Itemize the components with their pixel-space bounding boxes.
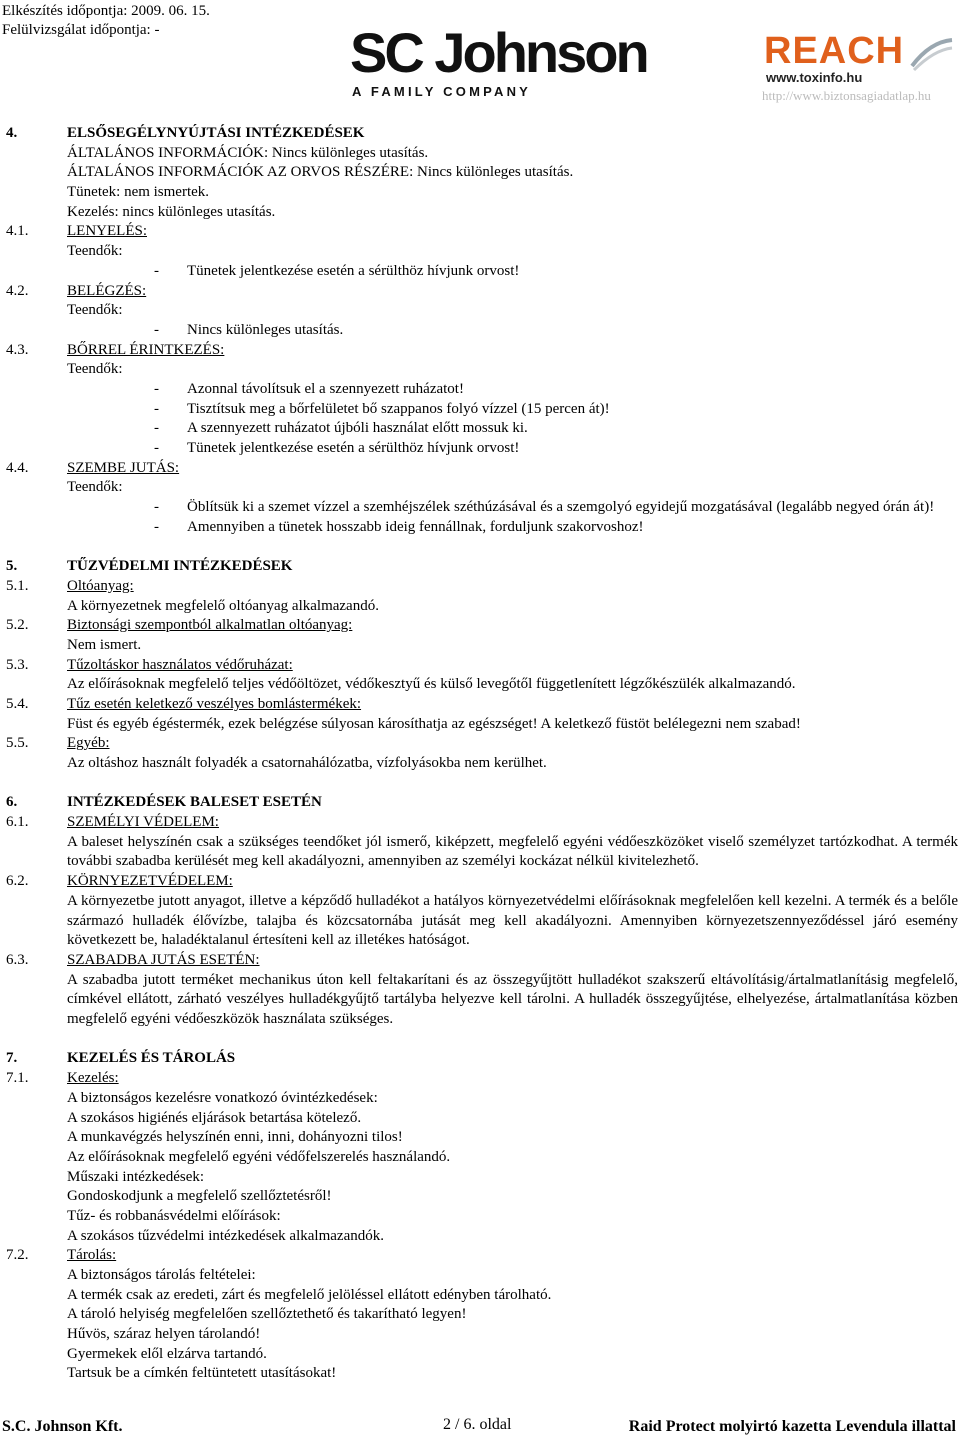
subsection-6-1-heading bbox=[0, 813, 960, 833]
subsection-number: 5.2. bbox=[6, 617, 29, 634]
text-line bbox=[0, 1345, 960, 1365]
text: A biztonságos kezelésre vonatkozó óvintézkedések: bbox=[67, 1089, 378, 1106]
subsection-number: 4.2. bbox=[6, 282, 29, 299]
bullet-item bbox=[0, 321, 960, 341]
text: A szokásos higiénés eljárások betartása kötelező. bbox=[67, 1109, 362, 1126]
subsection-6-3-heading bbox=[0, 951, 960, 971]
section-4-heading bbox=[0, 124, 960, 144]
text: A biztonságos tárolás feltételei: bbox=[67, 1267, 256, 1284]
bullet-item bbox=[0, 380, 960, 400]
subsection-title: KÖRNYEZETVÉDELEM: bbox=[67, 873, 233, 890]
spacer bbox=[0, 537, 960, 557]
page-footer bbox=[0, 1416, 960, 1438]
sc-johnson-logo bbox=[340, 18, 647, 106]
text-line bbox=[0, 1128, 960, 1148]
text: Tartsuk be a címkén feltüntetett utasításokat! bbox=[67, 1365, 337, 1382]
text: Az előírásoknak megfelelő teljes védőöltözet, védőkesztyű és külső levegőtől függetlenített légzőkészülék alkalmazandó. bbox=[67, 676, 796, 693]
bullet-text: Tünetek jelentkezése esetén a sérülthöz hívjunk orvost! bbox=[187, 262, 520, 279]
section-6-heading bbox=[0, 793, 960, 813]
paragraph: A baleset helyszínén csak a szükséges teendőket jól ismerő, kiképzett, megfelelő egyéni védőeszközöket viselő személyzet tartózkodhat. A termék további szabadba kerülését meg kell akadályozni, amennyiben az személyi kockázat nélkül kivitelezhető. bbox=[67, 833, 958, 870]
subsection-title: SZABADBA JUTÁS ESETÉN: bbox=[67, 951, 260, 968]
text: Az előírásoknak megfelelő egyéni védőfelszerelés használandó. bbox=[67, 1148, 451, 1165]
section-title: ELSŐSEGÉLYNYÚJTÁSI INTÉZKEDÉSEK bbox=[67, 125, 365, 141]
footer-company: S.C. Johnson Kft. bbox=[2, 1418, 123, 1435]
subsection-title: Tárolás: bbox=[67, 1247, 117, 1264]
text-line bbox=[0, 1325, 960, 1345]
bullet-dash: - bbox=[154, 262, 159, 279]
text: Gyermekek elől elzárva tartandó. bbox=[67, 1345, 267, 1362]
text: Gondoskodjunk a megfelelő szellőztetésről! bbox=[67, 1188, 332, 1205]
subsection-title: SZEMÉLYI VÉDELEM: bbox=[67, 814, 219, 831]
subsection-number: 4.4. bbox=[6, 459, 29, 476]
bullet-item bbox=[0, 439, 960, 459]
bullet-text: Azonnal távolítsuk el a szennyezett ruházatot! bbox=[187, 380, 464, 397]
text-line bbox=[0, 1207, 960, 1227]
bullet-dash: - bbox=[154, 380, 159, 397]
text: A tároló helyiség megfelelően szellőztethető és takarítható legyen! bbox=[67, 1306, 467, 1323]
reach-logo bbox=[760, 30, 958, 110]
text-line bbox=[0, 597, 960, 617]
subsection-4-4-heading bbox=[0, 459, 960, 479]
bullet-text: A szennyezett ruházatot újbóli használat előtt mossuk ki. bbox=[187, 420, 528, 437]
bullet-item bbox=[0, 419, 960, 439]
text: Az oltáshoz használt folyadék a csatornahálózatba, vízfolyásokba nem kerülhet. bbox=[67, 755, 547, 772]
text: A szokásos tűzvédelmi intézkedések alkalmazandók. bbox=[67, 1227, 384, 1244]
text-line bbox=[0, 1168, 960, 1188]
text-line bbox=[0, 636, 960, 656]
subsection-number: 6.3. bbox=[6, 951, 29, 968]
text-line bbox=[0, 478, 960, 498]
subsection-title: SZEMBE JUTÁS: bbox=[67, 459, 180, 476]
reach-site: www.toxinfo.hu bbox=[766, 70, 863, 85]
subsection-number: 7.1. bbox=[6, 1070, 29, 1087]
section-number: 4. bbox=[6, 125, 18, 141]
subsection-number: 5.4. bbox=[6, 695, 29, 712]
subsection-title: Tűz esetén keletkező veszélyes bomlástermékek: bbox=[67, 695, 362, 712]
bullet-item bbox=[0, 400, 960, 420]
bullet-dash: - bbox=[154, 321, 159, 338]
footer-product-name: Raid Protect molyirtó kazetta Levendula illattal bbox=[628, 1418, 956, 1435]
text-line bbox=[0, 1227, 960, 1247]
bullet-dash: - bbox=[154, 440, 159, 456]
subsection-title: BELÉGZÉS: bbox=[67, 282, 147, 299]
text-line bbox=[0, 301, 960, 321]
subsection-number: 5.1. bbox=[6, 577, 29, 594]
subsection-title: Kezelés: bbox=[67, 1070, 119, 1087]
section-number: 5. bbox=[6, 558, 18, 575]
spacer bbox=[0, 774, 960, 794]
text: A termék csak az eredeti, zárt és megfelelő jelöléssel ellátott edényben tárolható. bbox=[67, 1286, 552, 1303]
text: Kezelés: nincs különleges utasítás. bbox=[67, 203, 276, 220]
bullet-text: Öblítsük ki a szemet vízzel a szemhéjszélek széthúzásával és a szemgolyó egyidejű mozgatásával (legalább negyed órán át)! bbox=[187, 499, 935, 516]
bullet-item bbox=[0, 518, 960, 538]
subsection-title: Biztonsági szempontból alkalmatlan oltóanyag: bbox=[67, 617, 353, 634]
paragraph: A környezetbe jutott anyagot, illetve a képződő hulladékot a hatályos környezetvédelmi előírásoknak megfelelően kell kezelni. A termék és a belőle származó hulladék élővízbe, talajba és közcsatornába jutását meg kell akadályozni. Amennyiben környezetszennyeződéssel járó esemény következett be, haladéktalanul értesíteni kell az illetékes hatóságot. bbox=[67, 892, 958, 949]
text-line bbox=[0, 1286, 960, 1306]
text-line bbox=[0, 203, 960, 223]
bullet-text: Tünetek jelentkezése esetén a sérülthöz hívjunk orvost! bbox=[187, 440, 520, 456]
text: Hűvös, száraz helyen tárolandó! bbox=[67, 1326, 261, 1343]
subsection-4-3-heading bbox=[0, 341, 960, 361]
subsection-title: LENYELÉS: bbox=[67, 223, 147, 240]
text: Műszaki intézkedések: bbox=[67, 1168, 205, 1185]
subsection-title: Egyéb: bbox=[67, 735, 110, 752]
bullet-dash: - bbox=[154, 400, 159, 417]
section-7-heading bbox=[0, 1049, 960, 1069]
subsection-6-2-heading bbox=[0, 872, 960, 892]
text-line bbox=[0, 183, 960, 203]
spacer bbox=[0, 1030, 960, 1050]
reach-logo-text: REACH bbox=[764, 30, 905, 72]
subsection-5-2-heading bbox=[0, 616, 960, 636]
text: Tünetek: nem ismertek. bbox=[67, 184, 210, 201]
section-5-heading bbox=[0, 557, 960, 577]
bullet-text: Nincs különleges utasítás. bbox=[187, 321, 344, 338]
document-header-info bbox=[2, 2, 210, 40]
bullet-item bbox=[0, 498, 960, 518]
subsection-number: 6.2. bbox=[6, 873, 29, 890]
subsection-7-1-heading bbox=[0, 1069, 960, 1089]
subsection-title: Tűzoltáskor használatos védőruházat: bbox=[67, 656, 293, 673]
creation-date: Elkészítés időpontja: 2009. 06. 15. bbox=[2, 3, 210, 19]
text: ÁLTALÁNOS INFORMÁCIÓK: Nincs különleges utasítás. bbox=[67, 144, 429, 161]
bullet-dash: - bbox=[154, 499, 159, 516]
bullet-dash: - bbox=[154, 420, 159, 437]
text-line bbox=[0, 675, 960, 695]
subsection-4-1-heading bbox=[0, 222, 960, 242]
text: Füst és egyéb égéstermék, ezek belégzése súlyosan károsíthatja az egészséget! A keletkező füstöt belélegezni nem szabad! bbox=[67, 715, 801, 732]
paragraph: A szabadba jutott terméket mechanikus úton kell feltakarítani és az összegyűjtött hulladékot szakszerű eltávolításig/ártalmatlanításig megfelelő, címkével ellátott, zárható veszélyes hulladékgyűjtő tartályba helyezve kell tárolni. A hulladék összegyűjtése, elhelyezése, ártalmatlanítása közben megfelelő egyéni védőeszközök használata szükséges. bbox=[67, 971, 958, 1028]
subsection-number: 4.1. bbox=[6, 223, 29, 240]
bullet-text: Tisztítsuk meg a bőrfelületet bő szappanos folyó vízzel (15 percen át)! bbox=[187, 400, 610, 417]
section-title: TŰZVÉDELMI INTÉZKEDÉSEK bbox=[67, 558, 293, 575]
reach-swoosh-icon bbox=[910, 36, 954, 72]
section-title: KEZELÉS ÉS TÁROLÁS bbox=[67, 1050, 236, 1067]
text-line bbox=[0, 715, 960, 735]
section-number: 6. bbox=[6, 794, 18, 811]
text-line bbox=[0, 163, 960, 183]
text: A munkavégzés helyszínén enni, inni, dohányozni tilos! bbox=[67, 1129, 403, 1146]
text-line bbox=[0, 1187, 960, 1207]
todo-label: Teendők: bbox=[67, 302, 123, 319]
sc-johnson-tagline: A FAMILY COMPANY bbox=[352, 84, 532, 99]
subsection-5-4-heading bbox=[0, 695, 960, 715]
subsection-5-5-heading bbox=[0, 734, 960, 754]
text: Tűz- és robbanásvédelmi előírások: bbox=[67, 1207, 281, 1224]
sc-johnson-logo-text: SC Johnson bbox=[350, 21, 647, 84]
subsection-7-2-heading bbox=[0, 1246, 960, 1266]
document-body bbox=[0, 124, 960, 1384]
todo-label: Teendők: bbox=[67, 243, 123, 260]
text-line bbox=[0, 1109, 960, 1129]
reach-url: http://www.biztonsagiadatlap.hu bbox=[762, 88, 931, 103]
text: Nem ismert. bbox=[67, 636, 142, 653]
subsection-5-3-heading bbox=[0, 656, 960, 676]
text-line bbox=[0, 1364, 960, 1384]
subsection-number: 5.5. bbox=[6, 735, 29, 752]
text-line bbox=[0, 1266, 960, 1286]
bullet-text: Amennyiben a tünetek hosszabb ideig fennállnak, forduljunk szakorvoshoz! bbox=[187, 518, 644, 535]
footer-page-number: 2 / 6. oldal bbox=[443, 1416, 512, 1433]
text-line bbox=[0, 1089, 960, 1109]
subsection-5-1-heading bbox=[0, 577, 960, 597]
revision-date: Felülvizsgálat időpontja: - bbox=[2, 22, 160, 38]
subsection-title: Oltóanyag: bbox=[67, 577, 134, 594]
bullet-dash: - bbox=[154, 518, 159, 535]
text-line bbox=[0, 144, 960, 164]
text-line bbox=[0, 1148, 960, 1168]
subsection-number: 5.3. bbox=[6, 656, 29, 673]
subsection-number: 4.3. bbox=[6, 341, 29, 358]
text-line bbox=[0, 1305, 960, 1325]
text: A környezetnek megfelelő oltóanyag alkalmazandó. bbox=[67, 597, 379, 614]
subsection-title: BŐRREL ÉRINTKEZÉS: bbox=[67, 341, 225, 358]
todo-label: Teendők: bbox=[67, 479, 123, 496]
text-line bbox=[0, 242, 960, 262]
section-title: INTÉZKEDÉSEK BALESET ESETÉN bbox=[67, 794, 322, 811]
subsection-number: 7.2. bbox=[6, 1247, 29, 1264]
bullet-item bbox=[0, 262, 960, 282]
subsection-4-2-heading bbox=[0, 282, 960, 302]
text-line bbox=[0, 360, 960, 380]
text-line bbox=[0, 754, 960, 774]
section-number: 7. bbox=[6, 1050, 18, 1067]
subsection-number: 6.1. bbox=[6, 814, 29, 831]
text: ÁLTALÁNOS INFORMÁCIÓK AZ ORVOS RÉSZÉRE: Nincs különleges utasítás. bbox=[67, 164, 574, 181]
todo-label: Teendők: bbox=[67, 361, 123, 378]
